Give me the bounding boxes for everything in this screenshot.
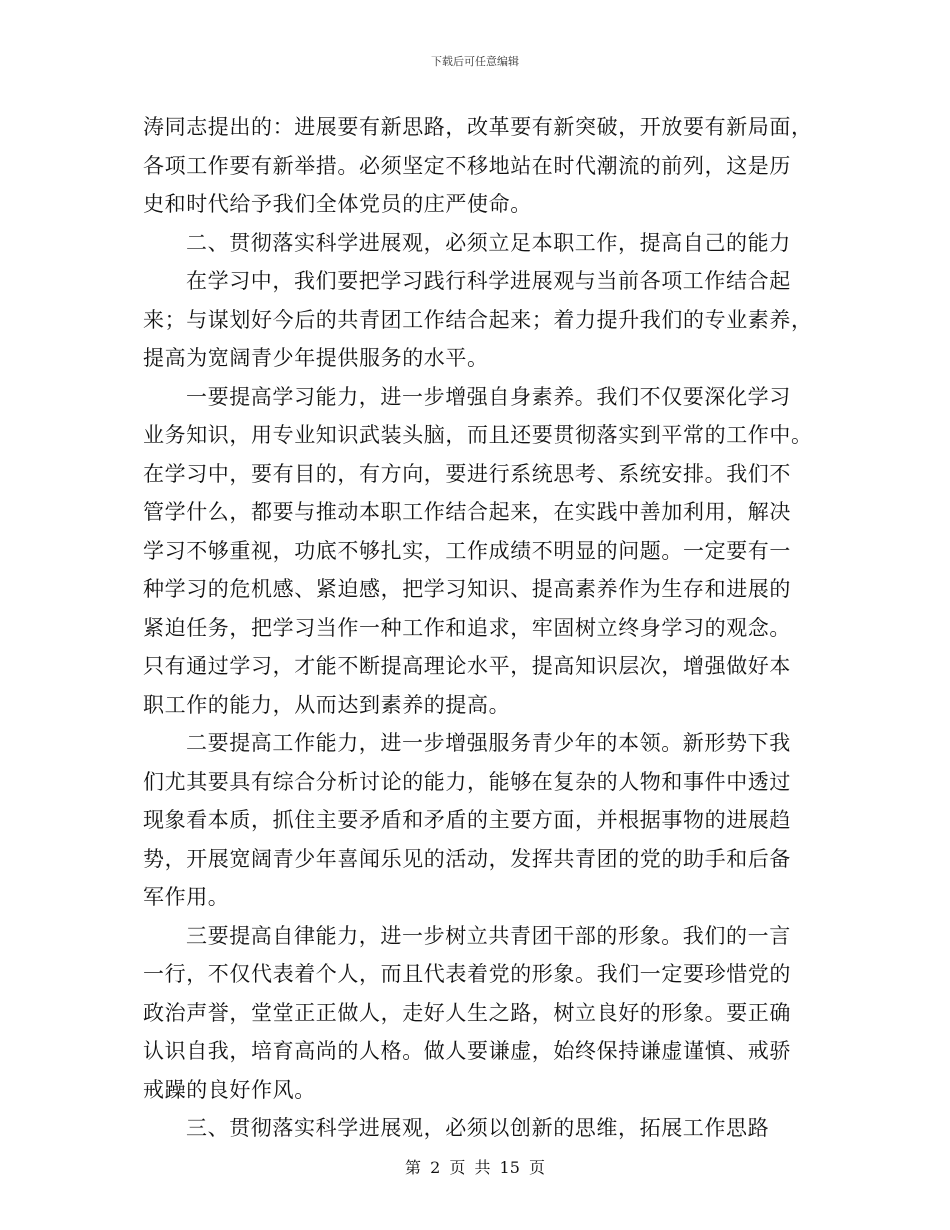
text-line: 在学习中，要有目的，有方向，要进行系统思考、系统安排。我们不 (143, 461, 791, 486)
text-line: 戒躁的良好作风。 (143, 1077, 316, 1102)
text-line: 学习不够重视，功底不够扎实，工作成绩不明显的问题。一定要有一 (143, 538, 791, 563)
section-heading: 三、贯彻落实科学进展观，必须以创新的思维，拓展工作思路 (186, 1116, 770, 1140)
text-line: 势，开展宽阔青少年喜闻乐见的活动，发挥共青团的党的助手和后备 (143, 846, 791, 871)
text-line: 只有通过学习，才能不断提高理论水平，提高知识层次，增强做好本 (143, 654, 791, 678)
text-line: 涛同志提出的：进展要有新思路，改革要有新突破，开放要有新局面， (143, 115, 813, 139)
text-line: 各项工作要有新举措。必须坚定不移地站在时代潮流的前列，这是历 (143, 153, 791, 178)
text-line: 管学什么，都要与推动本职工作结合起来，在实践中善加利用，解决 (143, 500, 791, 524)
text-line: 业务知识，用专业知识武装头脑，而且还要贯彻落实到平常的工作中。 (143, 423, 813, 447)
document-body (143, 108, 813, 1148)
page-header-note: 下载后可任意编辑 (431, 55, 519, 68)
text-line: 二要提高工作能力，进一步增强服务青少年的本领。新形势下我 (186, 731, 791, 755)
text-line: 一要提高学习能力，进一步增强自身素养。我们不仅要深化学习 (186, 384, 791, 409)
text-line: 一行，不仅代表着个人，而且代表着党的形象。我们一定要珍惜党的 (143, 962, 791, 986)
text-line: 三要提高自律能力，进一步树立共青团干部的形象。我们的一言 (186, 923, 791, 948)
text-line: 认识自我，培育高尚的人格。做人要谦虚，始终保持谦虚谨慎、戒骄 (143, 1039, 791, 1063)
text-line: 来；与谋划好今后的共青团工作结合起来；着力提升我们的专业素养， (143, 307, 813, 332)
text-line: 军作用。 (143, 885, 230, 909)
text-line: 种学习的危机感、紧迫感，把学习知识、提高素养作为生存和进展的 (143, 577, 791, 601)
text-line: 提高为宽阔青少年提供服务的水平。 (143, 346, 489, 370)
text-line: 职工作的能力，从而达到素养的提高。 (143, 692, 511, 717)
text-line: 现象看本质，抓住主要矛盾和矛盾的主要方面，并根据事物的进展趋 (143, 808, 791, 832)
text-line: 紧迫任务，把学习当作一种工作和追求，牢固树立终身学习的观念。 (143, 615, 791, 640)
section-heading: 二、贯彻落实科学进展观，必须立足本职工作，提高自己的能力 (186, 230, 791, 255)
text-line: 在学习中，我们要把学习践行科学进展观与当前各项工作结合起 (186, 269, 791, 293)
text-line: 政治声誉，堂堂正正做人，走好人生之路，树立良好的形象。要正确 (143, 1000, 791, 1025)
page-number: 第 2 页 共 15 页 (405, 1158, 545, 1177)
text-line: 史和时代给予我们全体党员的庄严使命。 (143, 192, 532, 216)
text-line: 们尤其要具有综合分析讨论的能力，能够在复杂的人物和事件中透过 (143, 769, 791, 794)
